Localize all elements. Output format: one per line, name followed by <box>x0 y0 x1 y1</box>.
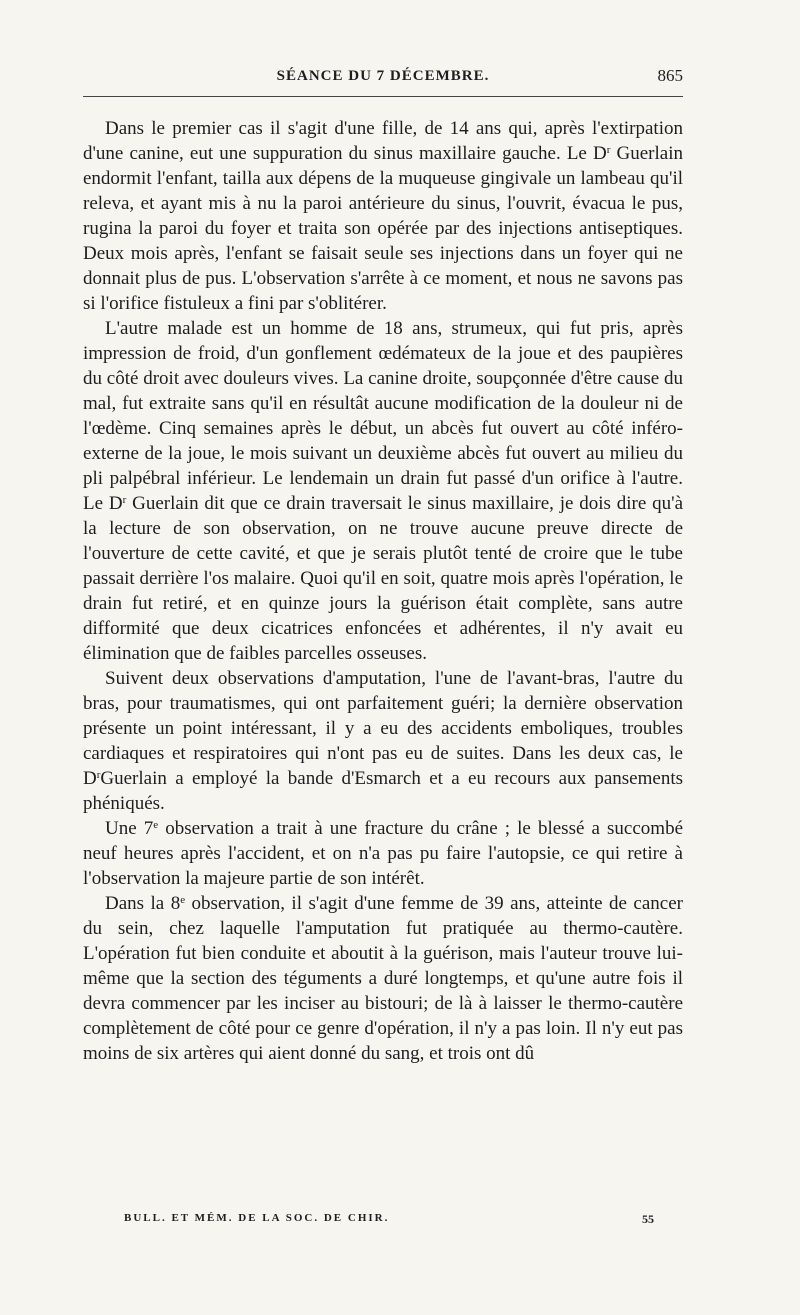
paragraph-4-text: Une 7 <box>105 818 154 839</box>
paragraph-5-text: Dans la 8 <box>105 893 181 914</box>
footer-journal: BULL. ET MÉM. DE LA SOC. DE CHIR. <box>124 1212 390 1224</box>
superscript: e <box>180 894 186 906</box>
page-number: 865 <box>657 66 683 85</box>
running-head <box>83 60 683 97</box>
paragraph-3 <box>83 666 683 816</box>
paragraph-5 <box>83 891 683 1066</box>
footer <box>124 1212 654 1224</box>
paragraph-4-text-cont: observation a trait à une fracture du crâne ; le blessé a succombé neuf heures après l'accident, et on n'a pas pu faire l'autopsie, ce qui retire à l'observation la majeure partie de son intérêt. <box>83 818 684 889</box>
paragraph-1 <box>83 116 683 316</box>
paragraph-4 <box>83 816 683 891</box>
paragraph-1-text: Dans le premier cas il s'agit d'une fille, de 14 ans qui, après l'extirpation d'une canine, eut une suppuration du sinus maxillaire gauche. Le D <box>83 118 683 164</box>
paragraph-2 <box>83 316 683 666</box>
paragraph-5-text-cont: observation, il s'agit d'une femme de 39 ans, atteinte de cancer du sein, chez laquelle l'amputation fut pratiquée au thermo-cautère. L'opération fut bien conduite et aboutit à la guérison, mais l'auteur trouve lui-même que la section des téguments a duré longtemps, et qu'une autre fois il devra commencer par les inciser au bistouri; de là à laisser le thermo-cautère complètement de côté pour ce genre d'opération, il n'y a pas loin. Il n'y eut pas moins de six artères qui aient donné du sang, et trois ont dû <box>83 893 683 1064</box>
paragraph-2-text: L'autre malade est un homme de 18 ans, strumeux, qui fut pris, après impression de froid, d'un gonflement œdémateux de la joue et des paupières du côté droit avec douleurs vives. La canine droite, soupçonnée d'être cause du mal, fut extraite sans qu'il en résultât aucune modification de la douleur ni de l'œdème. Cinq semaines après le début, un abcès fut ouvert au côté inféro-externe de la joue, le mois suivant un deuxième abcès fut ouvert au milieu du pli palpébral inférieur. Le lendemain un drain fut passé d'un orifice à l'autre. Le D <box>83 318 683 514</box>
superscript: e <box>153 819 159 831</box>
paragraph-3-text-cont: Guerlain a employé la bande d'Esmarch et a eu recours aux pansements phéniqués. <box>83 768 683 814</box>
paragraph-2-text-cont: Guerlain dit que ce drain traversait le sinus maxillaire, je dois dire qu'à la lecture de son observation, on ne trouve aucune preuve directe de l'ouverture de cette cavité, et que je serais plutôt tenté de croire que le tube passait derrière l'os malaire. Quoi qu'il en soit, quatre mois après l'opération, le drain fut retiré, et en quinze jours la guérison était complète, sans autre difformité que deux cicatrices enfoncées et adhérentes, il n'y avait eu élimination que de faibles parcelles osseuses. <box>83 493 684 664</box>
superscript: r <box>606 144 611 156</box>
running-title: SÉANCE DU 7 DÉCEMBRE. <box>276 68 490 84</box>
footer-signature: 55 <box>642 1212 654 1226</box>
body-text <box>83 116 683 1066</box>
superscript: r <box>96 769 101 781</box>
superscript: r <box>122 494 127 506</box>
paragraph-3-text: Suivent deux observations d'amputation, l'une de l'avant-bras, l'autre du bras, pour traumatismes, qui ont parfaitement guéri; la dernière observation présente un point intéressant, il y a eu des accidents emboliques, troubles cardiaques et respiratoires qui n'ont pas eu de suites. Dans les deux cas, le D <box>83 668 683 789</box>
paragraph-1-text-cont: Guerlain endormit l'enfant, tailla aux dépens de la muqueuse gingivale un lambeau qu'il releva, et ayant mis à nu la paroi antérieure du sinus, l'ouvrit, évacua le pus, rugina la paroi du foyer et traita son opérée par des injections antiseptiques. Deux mois après, l'enfant se faisait seule ses injections dans un foyer qui ne donnait plus de pus. L'observation s'arrête à ce moment, et nous ne savons pas si l'orifice fistuleux a fini par s'oblitérer. <box>83 143 683 314</box>
